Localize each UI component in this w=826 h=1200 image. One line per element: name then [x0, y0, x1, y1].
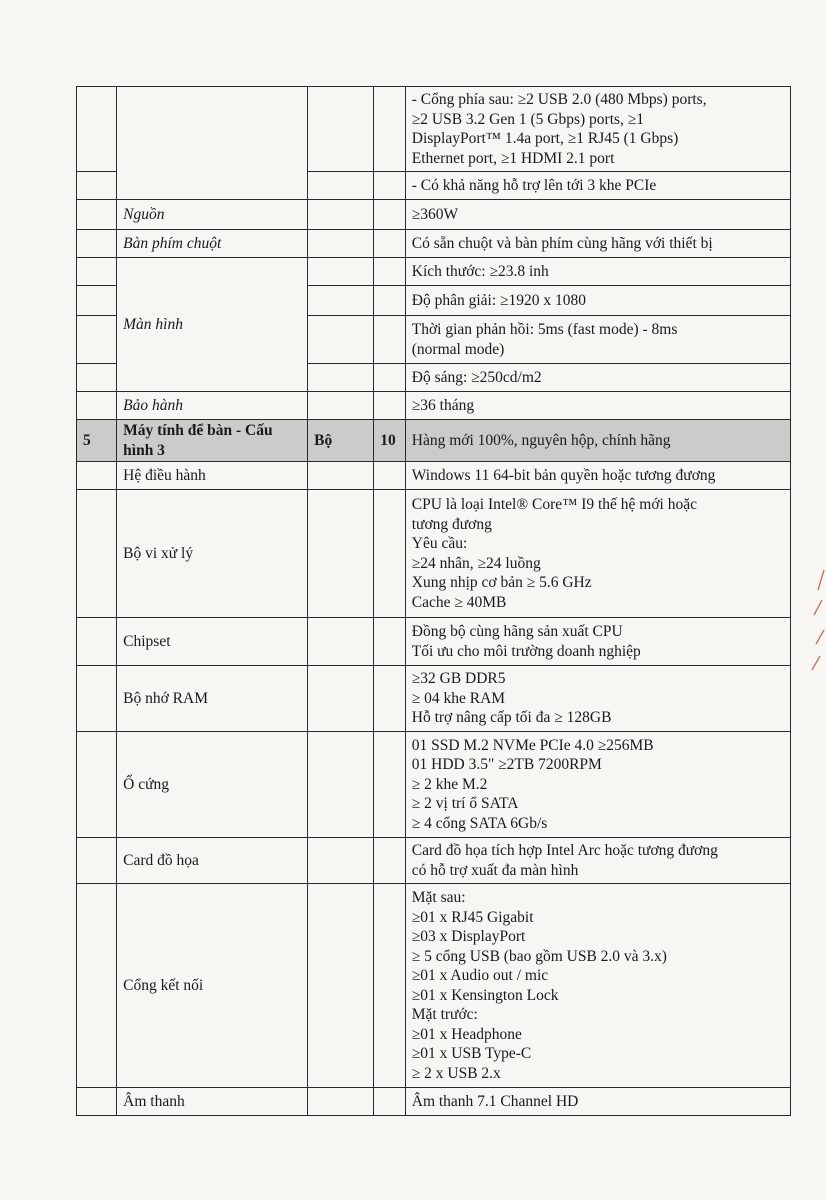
table-row	[77, 230, 791, 258]
item-quantity: 10	[374, 420, 405, 462]
item-unit: Bộ	[308, 420, 374, 462]
item-header-row	[77, 420, 791, 462]
storage-label: Ổ cứng	[117, 732, 308, 838]
table-row	[77, 838, 791, 884]
chipset-value: Đồng bộ cùng hãng sản xuất CPU Tối ưu cho môi trường doanh nghiệp	[405, 618, 790, 666]
table-row	[77, 462, 791, 490]
pcie-spec: - Có khả năng hỗ trợ lên tới 3 khe PCIe	[405, 172, 790, 200]
stamp-edge-mark	[804, 560, 826, 680]
monitor-brightness: Độ sáng: ≥250cd/m2	[405, 364, 790, 392]
os-label: Hệ điều hành	[117, 462, 308, 490]
cpu-label: Bộ vi xử lý	[117, 490, 308, 618]
cpu-value: CPU là loại Intel® Core™ I9 thế hệ mới hoặc tương đương Yêu cầu: ≥24 nhân, ≥24 luồng Xung nhịp cơ bản ≥ 5.6 GHz Cache ≥ 40MB	[405, 490, 790, 618]
table-row	[77, 884, 791, 1088]
psu-value: ≥360W	[405, 200, 790, 230]
storage-value: 01 SSD M.2 NVMe PCIe 4.0 ≥256MB 01 HDD 3.5" ≥2TB 7200RPM ≥ 2 khe M.2 ≥ 2 vị trí ổ SATA ≥ 4 cổng SATA 6Gb/s	[405, 732, 790, 838]
table-row	[77, 490, 791, 618]
monitor-resolution: Độ phân giải: ≥1920 x 1080	[405, 286, 790, 316]
rear-ports-spec: - Cổng phía sau: ≥2 USB 2.0 (480 Mbps) ports, ≥2 USB 3.2 Gen 1 (5 Gbps) ports, ≥1 DisplayPort™ 1.4a port, ≥1 RJ45 (1 Gbps) Ethernet port, ≥1 HDMI 2.1 port	[405, 87, 790, 172]
table-row	[77, 1088, 791, 1116]
ram-value: ≥32 GB DDR5 ≥ 04 khe RAM Hỗ trợ nâng cấp tối đa ≥ 128GB	[405, 666, 790, 732]
warranty-label: Bảo hành	[117, 392, 308, 420]
table-row	[77, 258, 791, 286]
warranty-value: ≥36 tháng	[405, 392, 790, 420]
chipset-label: Chipset	[117, 618, 308, 666]
table-row	[77, 87, 791, 172]
monitor-size: Kích thước: ≥23.8 inh	[405, 258, 790, 286]
item-number: 5	[77, 420, 117, 462]
table-row	[77, 618, 791, 666]
psu-label: Nguồn	[117, 200, 308, 230]
spec-table	[76, 86, 791, 1116]
os-value: Windows 11 64-bit bản quyền hoặc tương đương	[405, 462, 790, 490]
table-row	[77, 666, 791, 732]
keyboard-mouse-label: Bàn phím chuột	[117, 230, 308, 258]
graphics-label: Card đồ họa	[117, 838, 308, 884]
ports-value: Mặt sau: ≥01 x RJ45 Gigabit ≥03 x DisplayPort ≥ 5 cổng USB (bao gồm USB 2.0 và 3.x) ≥01 x Audio out / mic ≥01 x Kensington Lock Mặt trước: ≥01 x Headphone ≥01 x USB Type-C ≥ 2 x USB 2.x	[405, 884, 790, 1088]
keyboard-mouse-value: Có sẵn chuột và bàn phím cùng hãng với thiết bị	[405, 230, 790, 258]
audio-label: Âm thanh	[117, 1088, 308, 1116]
stamp-fragment-icon	[804, 560, 826, 680]
audio-value: Âm thanh 7.1 Channel HD	[405, 1088, 790, 1116]
graphics-value: Card đồ họa tích hợp Intel Arc hoặc tương đương có hỗ trợ xuất đa màn hình	[405, 838, 790, 884]
item-description: Hàng mới 100%, nguyên hộp, chính hãng	[405, 420, 790, 462]
table-row	[77, 392, 791, 420]
monitor-response-time: Thời gian phản hồi: 5ms (fast mode) - 8ms (normal mode)	[405, 316, 790, 364]
monitor-label: Màn hình	[117, 258, 308, 392]
table-row	[77, 732, 791, 838]
ports-label: Cổng kết nối	[117, 884, 308, 1088]
ram-label: Bộ nhớ RAM	[117, 666, 308, 732]
table-row	[77, 200, 791, 230]
item-name: Máy tính để bàn - Cấu hình 3	[117, 420, 308, 462]
